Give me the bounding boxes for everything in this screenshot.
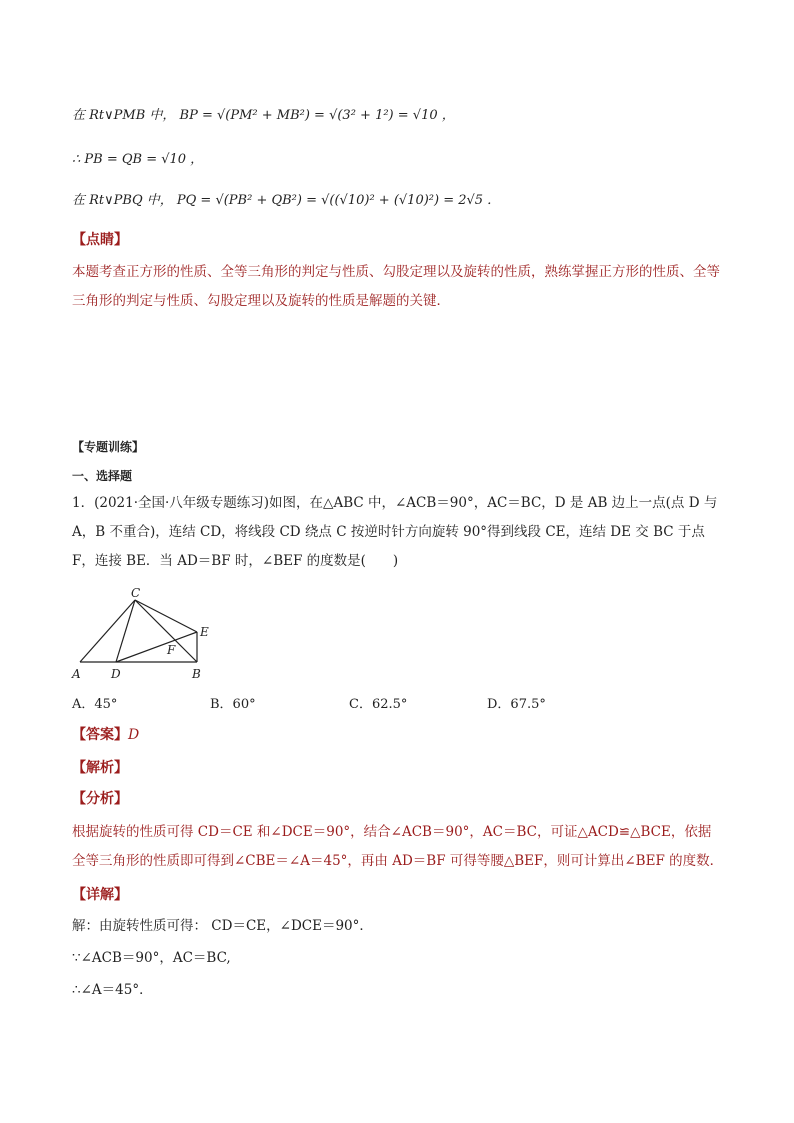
review-heading: 【点睛】 [72, 232, 128, 248]
section-heading: 一、选择题 [72, 469, 133, 483]
option-a[interactable]: A．45° [72, 697, 118, 712]
option-c[interactable]: C．62.5° [349, 697, 408, 712]
segment-cb [135, 600, 197, 662]
option-d[interactable]: D．67.5° [487, 697, 546, 712]
training-heading: 【专题训练】 [72, 440, 145, 454]
question-text: 1．(2021·全国·八年级专题练习)如图，在△ABC 中，∠ACB＝90°，AC＝BC，D 是 AB 边上一点(点 D 与 A，B 不重合)，连结 CD，将线段 CD 绕点 C 按逆时针方向旋转 90°得到线段 CE，连结 DE 交 BC 于点 F，连接 BE．当 AD＝BF 时，∠BEF 的度数是( ) [72, 495, 718, 569]
label-a: A [72, 667, 81, 681]
answer-heading: 【答案】 [72, 727, 128, 743]
detail-line-2: ∵∠ACB＝90°，AC＝BC, [72, 950, 231, 966]
label-b: B [192, 667, 201, 681]
analysis-heading: 【解析】 [72, 760, 128, 776]
segment-ac [80, 600, 135, 662]
option-b[interactable]: B．60° [210, 697, 256, 712]
label-e: E [200, 625, 209, 639]
label-d: D [111, 667, 121, 681]
segment-de [116, 632, 197, 662]
fenxi-text: 根据旋转的性质可得 CD＝CE 和∠DCE＝90°，结合∠ACB＝90°，AC＝BC，可证△ACD≌△BCE，依据全等三角形的性质即可得到∠CBE＝∠A＝45°，再由 AD＝BF 可得等腰△BEF，则可计算出∠BEF 的度数． [72, 824, 724, 869]
answer-options [72, 693, 632, 715]
triangle-figure [70, 588, 220, 683]
detail-line-3: ∴∠A＝45°． [72, 982, 153, 998]
fenxi-heading: 【分析】 [72, 791, 128, 807]
math-line-bp: 在 Rt∨PMB 中， BP = √(PM² + MB²) = √(3² + 1²) = √10 ， [72, 108, 455, 123]
label-c: C [131, 588, 141, 600]
answer-value: D [128, 727, 140, 743]
segment-ce [135, 600, 197, 632]
segment-cd [116, 600, 135, 662]
detail-heading: 【详解】 [72, 887, 128, 903]
detail-line-1: 解：由旋转性质可得： CD＝CE，∠DCE＝90°． [72, 918, 373, 934]
review-text: 本题考查正方形的性质、全等三角形的判定与性质、勾股定理以及旋转的性质，熟练掌握正方形的性质、全等三角形的判定与性质、勾股定理以及旋转的性质是解题的关键． [72, 264, 720, 309]
label-f: F [167, 643, 176, 657]
answer-row [72, 725, 139, 745]
math-line-pb-qb: ∴ PB = QB = √10 ， [72, 152, 204, 167]
math-line-pq: 在 Rt∨PBQ 中， PQ = √(PB² + QB²) = √((√10)² + (√10)²) = 2√5 ． [72, 193, 501, 208]
